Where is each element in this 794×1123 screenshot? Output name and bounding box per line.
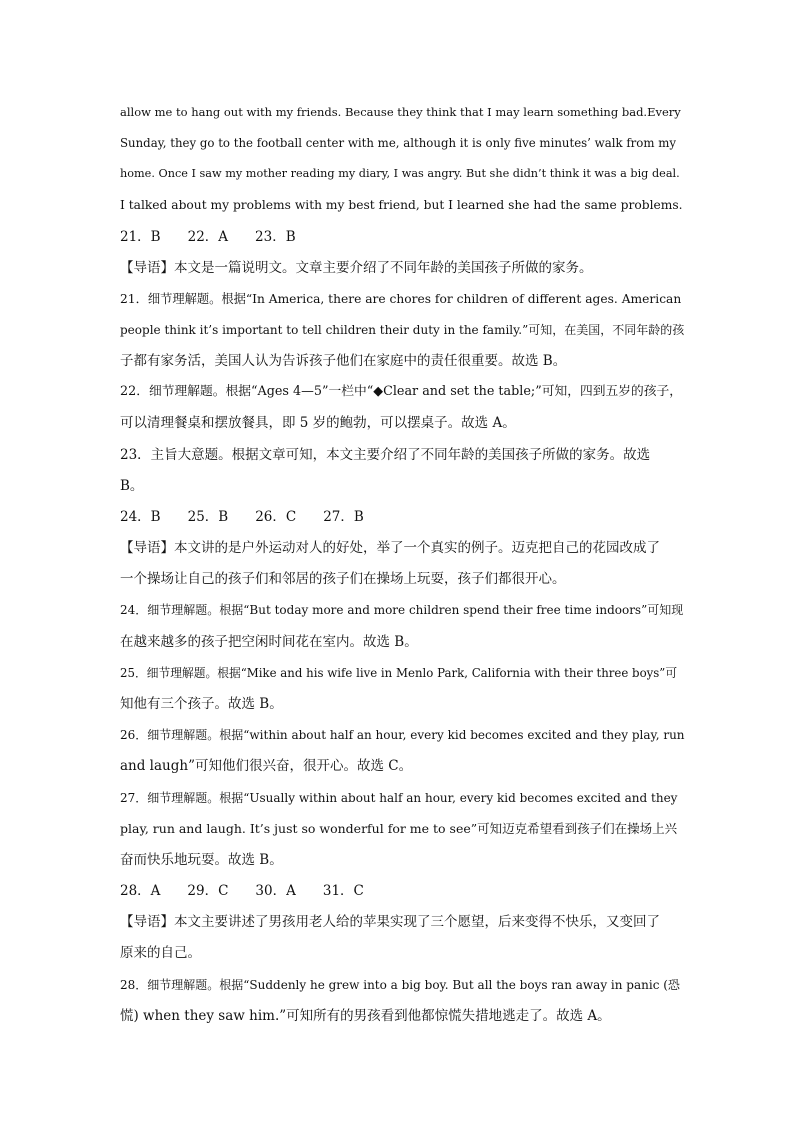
guide-text: 【导语】本文是一篇说明文。文章主要介绍了不同年龄的美国孩子所做的家务。 xyxy=(120,260,593,276)
guide-text: 【导语】本文主要讲述了男孩用老人给的苹果实现了三个愿望，后来变得不快乐，又变回了 xyxy=(120,914,660,930)
passage-line: home. Once I saw my mother reading my diary, I was angry. But she didn’t think it was a big deal. xyxy=(120,167,680,180)
explanation-line: play, run and laugh. It’s just so wonderful for me to see”可知迈克希望看到孩子们在操场上兴 xyxy=(120,821,678,836)
explanation-line: 24．细节理解题。根据“But today more and more children spend their free time indoors”可知现 xyxy=(120,603,684,617)
explanation-line: 26．细节理解题。根据“within about half an hour, every kid becomes excited and they play, run xyxy=(120,728,685,742)
explanation-line: B。 xyxy=(120,478,144,494)
guide-text: 【导语】本文讲的是户外运动对人的好处，举了一个真实的例子。迈克把自己的花园改成了 xyxy=(120,540,660,556)
guide-text: 一个操场让自己的孩子们和邻居的孩子们在操场上玩耍，孩子们都很开心。 xyxy=(120,571,566,587)
explanation-line: 22．细节理解题。根据“Ages 4—5”一栏中“◆Clear and set the table;”可知，四到五岁的孩子， xyxy=(120,384,682,399)
explanation-line: 知他有三个孩子。故选 B。 xyxy=(120,696,283,712)
passage-line: I talked about my problems with my best friend, but I learned she had the same problems. xyxy=(120,198,683,212)
passage-line: Sunday, they go to the football center with me, although it is only five minutes’ walk from my xyxy=(120,136,677,150)
explanation-line: people think it’s important to tell children their duty in the family.”可知，在美国，不同年龄的孩 xyxy=(120,323,685,337)
answer-key: 24．B 25．B 26．C 27．B xyxy=(120,509,364,525)
explanation-line: and laugh”可知他们很兴奋，很开心。故选 C。 xyxy=(120,758,413,774)
explanation-line: 慌) when they saw him.”可知所有的男孩看到他都惊慌失措地逃走了。故选 A。 xyxy=(120,1008,611,1024)
explanation-line: 27．细节理解题。根据“Usually within about half an hour, every kid becomes excited and they xyxy=(120,791,678,805)
explanation-line: 25．细节理解题。根据“Mike and his wife live in Menlo Park, California with their three boys”可 xyxy=(120,666,678,680)
explanation-line: 子都有家务活，美国人认为告诉孩子他们在家庭中的责任很重要。故选 B。 xyxy=(120,353,567,369)
explanation-line: 23．主旨大意题。根据文章可知，本文主要介绍了不同年龄的美国孩子所做的家务。故选 xyxy=(120,447,651,463)
explanation-line: 28．细节理解题。根据“Suddenly he grew into a big boy. But all the boys ran away in panic (恐 xyxy=(120,978,680,992)
answer-key: 21．B 22．A 23．B xyxy=(120,229,296,245)
explanation-line: 可以清理餐桌和摆放餐具，即 5 岁的鲍勃，可以摆桌子。故选 A。 xyxy=(120,415,516,431)
guide-text: 原来的自己。 xyxy=(120,945,201,961)
explanation-line: 21．细节理解题。根据“In America, there are chores for children of different ages. American xyxy=(120,292,682,306)
answer-key: 28．A 29．C 30．A 31．C xyxy=(120,883,364,899)
explanation-line: 在越来越多的孩子把空闲时间花在室内。故选 B。 xyxy=(120,634,418,650)
passage-line: allow me to hang out with my friends. Because they think that I may learn something bad.Every xyxy=(120,105,681,119)
explanation-line: 奋而快乐地玩耍。故选 B。 xyxy=(120,852,283,868)
